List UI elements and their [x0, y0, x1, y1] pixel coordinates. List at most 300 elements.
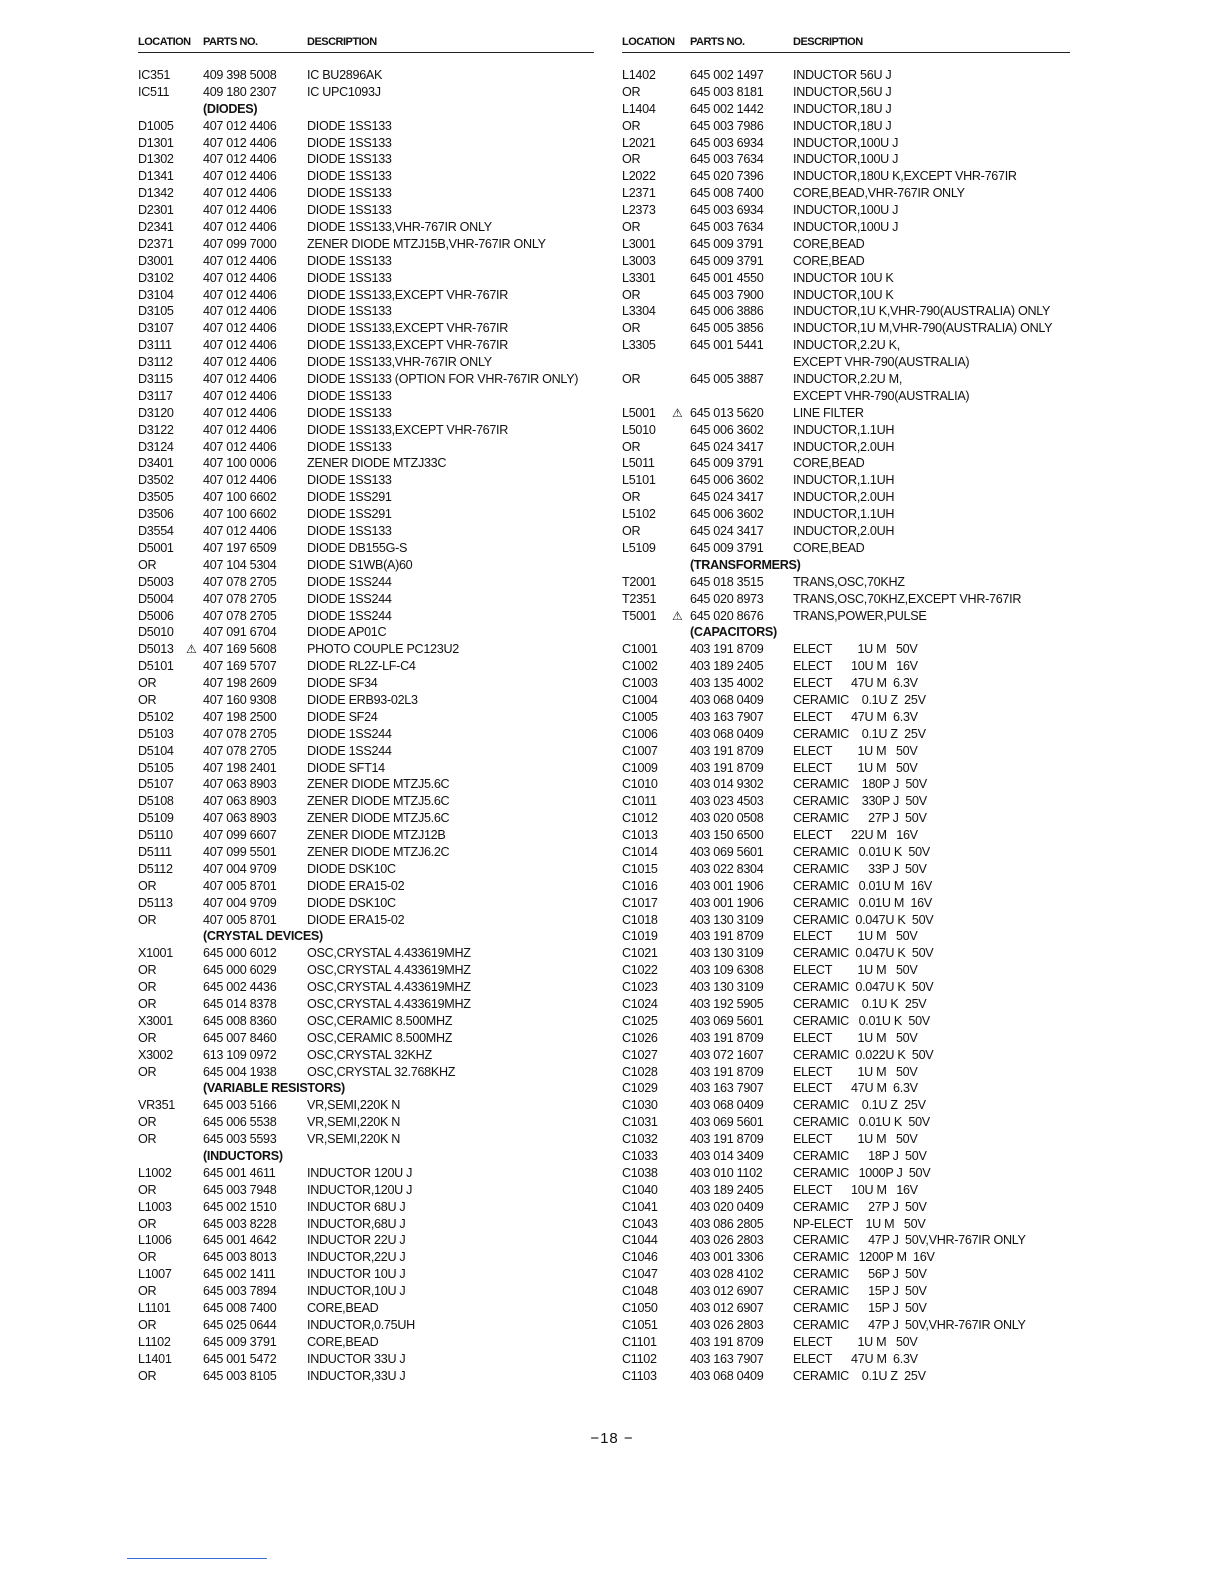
parts-row	[622, 422, 1070, 439]
part-number-cell: 403 068 0409	[690, 692, 764, 707]
parts-row	[622, 303, 1070, 320]
description-cell: ZENER DIODE MTZJ5.6C	[307, 811, 450, 826]
description-cell: CERAMIC 0.1U Z 25V	[793, 1368, 926, 1383]
description-cell: CERAMIC 27P J 50V	[793, 1199, 927, 1214]
parts-row	[622, 287, 1070, 304]
part-number-cell: 403 130 3109	[690, 980, 764, 995]
description-cell: DIODE 1SS133 (OPTION FOR VHR-767IR ONLY)	[307, 372, 579, 387]
location-cell: OR	[138, 1284, 157, 1299]
parts-row	[138, 337, 594, 354]
description-cell: NP-ELECT 1U M 50V	[793, 1216, 926, 1231]
parts-row	[138, 439, 594, 456]
part-number-cell: 403 010 1102	[690, 1165, 763, 1180]
part-number-cell: 403 130 3109	[690, 946, 764, 961]
parts-row	[138, 1030, 594, 1047]
location-cell: D5003	[138, 574, 174, 589]
location-cell: D1005	[138, 118, 174, 133]
section-heading	[622, 557, 1070, 574]
description-cell: CERAMIC 0.01U K 50V	[793, 1115, 930, 1130]
location-cell: L1007	[138, 1267, 172, 1282]
parts-row	[622, 219, 1070, 236]
part-number-cell: 403 191 8709	[690, 1064, 764, 1079]
description-header: DESCRIPTION	[307, 36, 377, 48]
part-number-cell: 645 000 6029	[203, 963, 277, 978]
part-number-cell: 403 163 7907	[690, 1081, 764, 1096]
location-cell: OR	[138, 878, 157, 893]
parts-row	[138, 1199, 594, 1216]
part-number-cell: 403 189 2405	[690, 1182, 764, 1197]
description-cell: TRANS,OSC,70KHZ,EXCEPT VHR-767IR	[793, 591, 1022, 606]
part-number-cell: 407 078 2705	[203, 743, 277, 758]
location-cell: C1024	[622, 996, 658, 1011]
location-cell: D3122	[138, 422, 174, 437]
location-cell: C1013	[622, 828, 658, 843]
parts-row	[622, 1199, 1070, 1216]
description-cell: INDUCTOR,100U J	[793, 220, 899, 235]
location-cell: D1341	[138, 169, 174, 184]
parts-row	[622, 354, 1070, 371]
description-cell: ELECT 10U M 16V	[793, 1182, 918, 1197]
description-cell: INDUCTOR,68U J	[307, 1216, 406, 1231]
part-number-cell: 645 003 8105	[203, 1368, 277, 1383]
location-cell: D1342	[138, 186, 174, 201]
location-header: LOCATION	[622, 36, 675, 48]
location-cell: L1402	[622, 68, 656, 82]
part-number-cell: 403 191 8709	[690, 929, 764, 944]
parts-row	[622, 371, 1070, 388]
parts-row	[138, 1266, 594, 1283]
parts-row	[622, 675, 1070, 692]
parts-row	[138, 743, 594, 760]
parts-row	[622, 67, 1070, 84]
location-cell: L5101	[622, 473, 656, 488]
safety-warning-icon: ⚠	[672, 608, 683, 623]
part-number-cell: 403 001 3306	[690, 1250, 764, 1265]
part-number-cell: 407 012 4406	[203, 220, 277, 235]
description-cell: OSC,CRYSTAL 32KHZ	[307, 1047, 432, 1062]
location-cell: OR	[622, 220, 641, 235]
location-cell: C1007	[622, 743, 658, 758]
parts-row	[138, 388, 594, 405]
description-cell: DIODE 1SS133,EXCEPT VHR-767IR	[307, 287, 509, 302]
part-number-cell: 645 003 6934	[690, 135, 764, 150]
description-cell: OSC,CRYSTAL 32.768KHZ	[307, 1064, 456, 1079]
parts-row	[138, 1249, 594, 1266]
parts-row	[138, 540, 594, 557]
part-number-cell: 645 003 8228	[203, 1216, 277, 1231]
parts-row	[138, 945, 594, 962]
description-cell: INDUCTOR 10U J	[307, 1267, 406, 1282]
parts-row	[622, 945, 1070, 962]
part-number-cell: 645 001 5441	[690, 338, 764, 353]
description-cell: EXCEPT VHR-790(AUSTRALIA)	[793, 355, 970, 370]
description-header: DESCRIPTION	[793, 36, 863, 48]
location-cell: L2373	[622, 203, 656, 218]
description-cell: OSC,CERAMIC 8.500MHZ	[307, 1013, 453, 1028]
description-cell: INDUCTOR 120U J	[307, 1165, 413, 1180]
description-cell: CORE,BEAD	[793, 540, 865, 555]
part-number-cell: 407 012 4406	[203, 270, 277, 285]
parts-row	[138, 844, 594, 861]
parts-row	[622, 1165, 1070, 1182]
location-cell: C1009	[622, 760, 658, 775]
part-number-cell: 403 068 0409	[690, 1368, 764, 1383]
location-cell: D3554	[138, 524, 174, 539]
description-cell: CERAMIC 0.1U Z 25V	[793, 726, 926, 741]
parts-row	[138, 253, 594, 270]
parts-row	[138, 303, 594, 320]
part-number-cell: 645 005 3856	[690, 321, 764, 336]
part-number-cell: 407 012 4406	[203, 304, 277, 319]
description-cell: INDUCTOR,1U K,VHR-790(AUSTRALIA) ONLY	[793, 304, 1051, 319]
description-cell: CERAMIC 0.1U K 25V	[793, 996, 927, 1011]
part-number-cell: 645 024 3417	[690, 524, 764, 539]
part-number-cell: 645 009 3791	[690, 236, 764, 251]
description-cell: IC BU2896AK	[307, 68, 383, 82]
description-cell: CERAMIC 0.1U Z 25V	[793, 1098, 926, 1113]
parts-row	[622, 236, 1070, 253]
parts-row	[622, 489, 1070, 506]
part-number-cell: 407 104 5304	[203, 557, 277, 572]
part-number-cell: 645 003 7948	[203, 1182, 277, 1197]
location-cell: L1404	[622, 101, 656, 116]
parts-row	[622, 506, 1070, 523]
parts-row	[138, 675, 594, 692]
parts-row	[138, 895, 594, 912]
part-number-cell: 645 002 1510	[203, 1199, 277, 1214]
parts-row	[138, 1064, 594, 1081]
location-cell: C1029	[622, 1081, 658, 1096]
parts-row	[622, 523, 1070, 540]
location-cell: D3120	[138, 405, 174, 420]
description-cell: ZENER DIODE MTZJ5.6C	[307, 794, 450, 809]
location-cell: OR	[138, 1132, 157, 1147]
part-number-cell: 403 026 2803	[690, 1317, 764, 1332]
part-number-cell: 645 020 8973	[690, 591, 764, 606]
left-parts-list	[138, 67, 594, 1384]
parts-row	[622, 844, 1070, 861]
location-cell: C1005	[622, 709, 658, 724]
location-cell: D3102	[138, 270, 174, 285]
part-number-cell: 409 180 2307	[203, 84, 277, 99]
description-cell: ELECT 22U M 16V	[793, 828, 918, 843]
description-cell: ZENER DIODE MTZJ5.6C	[307, 777, 450, 792]
location-cell: OR	[138, 1115, 157, 1130]
part-number-cell: 409 398 5008	[203, 68, 277, 82]
parts-row	[622, 692, 1070, 709]
description-cell: INDUCTOR 33U J	[307, 1351, 406, 1366]
location-cell: OR	[138, 1030, 157, 1045]
description-cell: ELECT 1U M 50V	[793, 1334, 918, 1349]
location-cell: C1050	[622, 1301, 658, 1316]
parts-row	[138, 455, 594, 472]
section-title: (CAPACITORS)	[690, 625, 777, 640]
right-column-header	[622, 36, 1070, 53]
description-cell: INDUCTOR,0.75UH	[307, 1317, 415, 1332]
location-cell: OR	[138, 557, 157, 572]
parts-row	[622, 455, 1070, 472]
part-number-cell: 403 069 5601	[690, 1013, 764, 1028]
description-cell: ELECT 1U M 50V	[793, 1132, 918, 1147]
parts-row	[622, 641, 1070, 658]
location-cell: C1048	[622, 1284, 658, 1299]
parts-row	[138, 523, 594, 540]
location-cell: L3305	[622, 338, 656, 353]
location-cell: X1001	[138, 946, 173, 961]
part-number-cell: 645 002 1411	[203, 1267, 276, 1282]
location-cell: L5011	[622, 456, 655, 471]
location-cell: D2371	[138, 236, 174, 251]
description-cell: CERAMIC 0.01U M 16V	[793, 895, 932, 910]
part-number-cell: 407 078 2705	[203, 591, 277, 606]
location-cell: C1019	[622, 929, 658, 944]
part-number-cell: 407 169 5608	[203, 642, 277, 657]
description-cell: DIODE 1SS244	[307, 574, 392, 589]
part-number-cell: 645 014 8378	[203, 996, 277, 1011]
location-cell: C1044	[622, 1233, 658, 1248]
parts-row	[622, 1232, 1070, 1249]
description-cell: DIODE 1SS133	[307, 388, 392, 403]
location-cell: C1003	[622, 676, 658, 691]
part-number-cell: 645 008 7400	[203, 1301, 277, 1316]
location-cell: C1046	[622, 1250, 658, 1265]
part-number-cell: 403 191 8709	[690, 1132, 764, 1147]
description-cell: ELECT 47U M 6.3V	[793, 1081, 918, 1096]
parts-row	[622, 439, 1070, 456]
description-cell: DIODE SF34	[307, 676, 378, 691]
part-number-cell: 407 012 4406	[203, 169, 277, 184]
parts-row	[138, 1047, 594, 1064]
parts-row	[138, 236, 594, 253]
description-cell: DIODE 1SS133	[307, 270, 392, 285]
parts-row	[622, 760, 1070, 777]
location-cell: D5112	[138, 861, 173, 876]
description-cell: INDUCTOR,2.2U M,	[793, 372, 903, 387]
description-cell: INDUCTOR,56U J	[793, 84, 892, 99]
parts-row	[622, 928, 1070, 945]
parts-row	[622, 878, 1070, 895]
section-title: (VARIABLE RESISTORS)	[203, 1081, 345, 1096]
description-cell: EXCEPT VHR-790(AUSTRALIA)	[793, 388, 970, 403]
location-cell: C1102	[622, 1351, 657, 1366]
description-cell: CORE,BEAD	[793, 253, 865, 268]
location-cell: D5001	[138, 540, 174, 555]
location-cell: T2351	[622, 591, 657, 606]
location-cell: OR	[622, 321, 641, 336]
part-number-cell: 403 072 1607	[690, 1047, 764, 1062]
location-cell: C1001	[622, 642, 658, 657]
location-cell: D3105	[138, 304, 174, 319]
parts-row	[622, 591, 1070, 608]
parts-row	[138, 320, 594, 337]
location-cell: C1040	[622, 1182, 658, 1197]
location-cell: D3104	[138, 287, 174, 302]
part-number-cell: 407 169 5707	[203, 659, 277, 674]
description-cell: DIODE 1SS133	[307, 304, 392, 319]
location-cell: D3001	[138, 253, 174, 268]
section-heading	[622, 624, 1070, 641]
parts-row	[138, 472, 594, 489]
description-cell: CERAMIC 1200P M 16V	[793, 1250, 935, 1265]
description-cell: CERAMIC 15P J 50V	[793, 1301, 927, 1316]
parts-no-header: PARTS NO.	[690, 36, 745, 48]
part-number-cell: 407 005 8701	[203, 912, 277, 927]
description-cell: ELECT 47U M 6.3V	[793, 676, 918, 691]
location-cell: L1401	[138, 1351, 172, 1366]
description-cell: INDUCTOR,1U M,VHR-790(AUSTRALIA) ONLY	[793, 321, 1053, 336]
section-title: (DIODES)	[203, 101, 258, 116]
parts-row	[138, 1334, 594, 1351]
parts-row	[622, 895, 1070, 912]
description-cell: CERAMIC 56P J 50V	[793, 1267, 927, 1282]
parts-row	[138, 1283, 594, 1300]
location-cell: C1043	[622, 1216, 658, 1231]
part-number-cell: 645 025 0644	[203, 1317, 277, 1332]
description-cell: DIODE S1WB(A)60	[307, 557, 413, 572]
location-cell: C1041	[622, 1199, 658, 1214]
parts-row	[138, 962, 594, 979]
description-cell: DIODE SFT14	[307, 760, 385, 775]
part-number-cell: 645 009 3791	[690, 456, 764, 471]
part-number-cell: 645 006 3602	[690, 507, 764, 522]
part-number-cell: 645 003 8181	[690, 84, 764, 99]
location-cell: IC351	[138, 68, 171, 82]
description-cell: CERAMIC 180P J 50V	[793, 777, 927, 792]
parts-row	[622, 1351, 1070, 1368]
location-cell: OR	[138, 996, 157, 1011]
part-number-cell: 407 078 2705	[203, 608, 277, 623]
description-cell: DIODE 1SS291	[307, 490, 392, 505]
description-cell: ELECT 1U M 50V	[793, 963, 918, 978]
location-cell: C1004	[622, 692, 658, 707]
part-number-cell: 645 006 3886	[690, 304, 764, 319]
part-number-cell: 645 003 5593	[203, 1132, 277, 1147]
location-cell: D2301	[138, 203, 174, 218]
part-number-cell: 645 009 3791	[203, 1334, 277, 1349]
parts-row	[622, 540, 1070, 557]
part-number-cell: 403 012 6907	[690, 1301, 764, 1316]
description-cell: CERAMIC 1000P J 50V	[793, 1165, 931, 1180]
parts-row	[622, 1030, 1070, 1047]
part-number-cell: 407 012 4406	[203, 186, 277, 201]
part-number-cell: 645 009 3791	[690, 540, 764, 555]
description-cell: INDUCTOR,1.1UH	[793, 473, 895, 488]
location-header: LOCATION	[138, 36, 191, 48]
location-cell: D3401	[138, 456, 174, 471]
part-number-cell: 645 008 7400	[690, 186, 764, 201]
location-cell: C1103	[622, 1368, 657, 1383]
location-cell: L1003	[138, 1199, 172, 1214]
description-cell: ELECT 1U M 50V	[793, 929, 918, 944]
part-number-cell: 407 012 4406	[203, 253, 277, 268]
description-cell: OSC,CRYSTAL 4.433619MHZ	[307, 980, 471, 995]
part-number-cell: 407 099 7000	[203, 236, 277, 251]
description-cell: TRANS,OSC,70KHZ	[793, 574, 905, 589]
location-cell: C1025	[622, 1013, 658, 1028]
parts-row	[138, 810, 594, 827]
part-number-cell: 407 005 8701	[203, 878, 277, 893]
parts-row	[622, 810, 1070, 827]
parts-row	[138, 151, 594, 168]
part-number-cell: 403 001 1906	[690, 895, 764, 910]
description-cell: CERAMIC 0.047U K 50V	[793, 980, 934, 995]
part-number-cell: 407 012 4406	[203, 473, 277, 488]
parts-row	[622, 151, 1070, 168]
location-cell: L5010	[622, 422, 656, 437]
description-cell: DIODE 1SS133	[307, 169, 392, 184]
parts-row	[622, 658, 1070, 675]
parts-row	[622, 168, 1070, 185]
parts-row	[138, 878, 594, 895]
location-cell: C1026	[622, 1030, 658, 1045]
description-cell: INDUCTOR 56U J	[793, 68, 892, 82]
safety-warning-icon: ⚠	[672, 405, 683, 420]
location-cell: C1014	[622, 844, 658, 859]
location-cell: C1030	[622, 1098, 658, 1113]
description-cell: DIODE 1SS133,VHR-767IR ONLY	[307, 355, 492, 370]
description-cell: CERAMIC 0.047U K 50V	[793, 946, 934, 961]
parts-row	[622, 827, 1070, 844]
description-cell: INDUCTOR,100U J	[793, 203, 899, 218]
location-cell: D5111	[138, 844, 172, 859]
part-number-cell: 645 006 3602	[690, 473, 764, 488]
part-number-cell: 407 099 5501	[203, 844, 277, 859]
description-cell: INDUCTOR,1.1UH	[793, 507, 895, 522]
part-number-cell: 403 191 8709	[690, 743, 764, 758]
part-number-cell: 645 001 4611	[203, 1165, 276, 1180]
part-number-cell: 407 198 2500	[203, 709, 277, 724]
location-cell: C1031	[622, 1115, 658, 1130]
description-cell: INDUCTOR,100U J	[793, 152, 899, 167]
part-number-cell: 645 018 3515	[690, 574, 764, 589]
part-number-cell: 407 091 6704	[203, 625, 277, 640]
location-cell: C1021	[622, 946, 658, 961]
part-number-cell: 407 160 9308	[203, 692, 277, 707]
description-cell: CORE,BEAD	[793, 236, 865, 251]
description-cell: ZENER DIODE MTZJ15B,VHR-767IR ONLY	[307, 236, 546, 251]
parts-row	[622, 1334, 1070, 1351]
description-cell: DIODE ERA15-02	[307, 878, 405, 893]
parts-row	[622, 1216, 1070, 1233]
parts-row	[138, 591, 594, 608]
section-title: (CRYSTAL DEVICES)	[203, 929, 323, 944]
location-cell: D3115	[138, 372, 173, 387]
parts-row	[622, 1131, 1070, 1148]
part-number-cell: 407 100 6602	[203, 490, 277, 505]
description-cell: INDUCTOR,120U J	[307, 1182, 413, 1197]
description-cell: DIODE ERB93-02L3	[307, 692, 418, 707]
parts-row	[138, 270, 594, 287]
section-heading	[138, 1148, 594, 1165]
parts-row	[622, 709, 1070, 726]
part-number-cell: 645 013 5620	[690, 405, 764, 420]
part-number-cell: 645 003 8013	[203, 1250, 277, 1265]
part-number-cell: 645 003 6934	[690, 203, 764, 218]
parts-row	[622, 726, 1070, 743]
description-cell: DIODE 1SS133,EXCEPT VHR-767IR	[307, 422, 509, 437]
parts-row	[622, 388, 1070, 405]
parts-row	[138, 1317, 594, 1334]
location-cell: L3304	[622, 304, 656, 319]
parts-row	[138, 422, 594, 439]
part-number-cell: 613 109 0972	[203, 1047, 277, 1062]
description-cell: INDUCTOR,2.2U K,	[793, 338, 900, 353]
part-number-cell: 645 009 3791	[690, 253, 764, 268]
part-number-cell: 407 063 8903	[203, 811, 277, 826]
parts-row	[622, 1182, 1070, 1199]
location-cell: D1301	[138, 135, 174, 150]
location-cell: OR	[622, 372, 641, 387]
